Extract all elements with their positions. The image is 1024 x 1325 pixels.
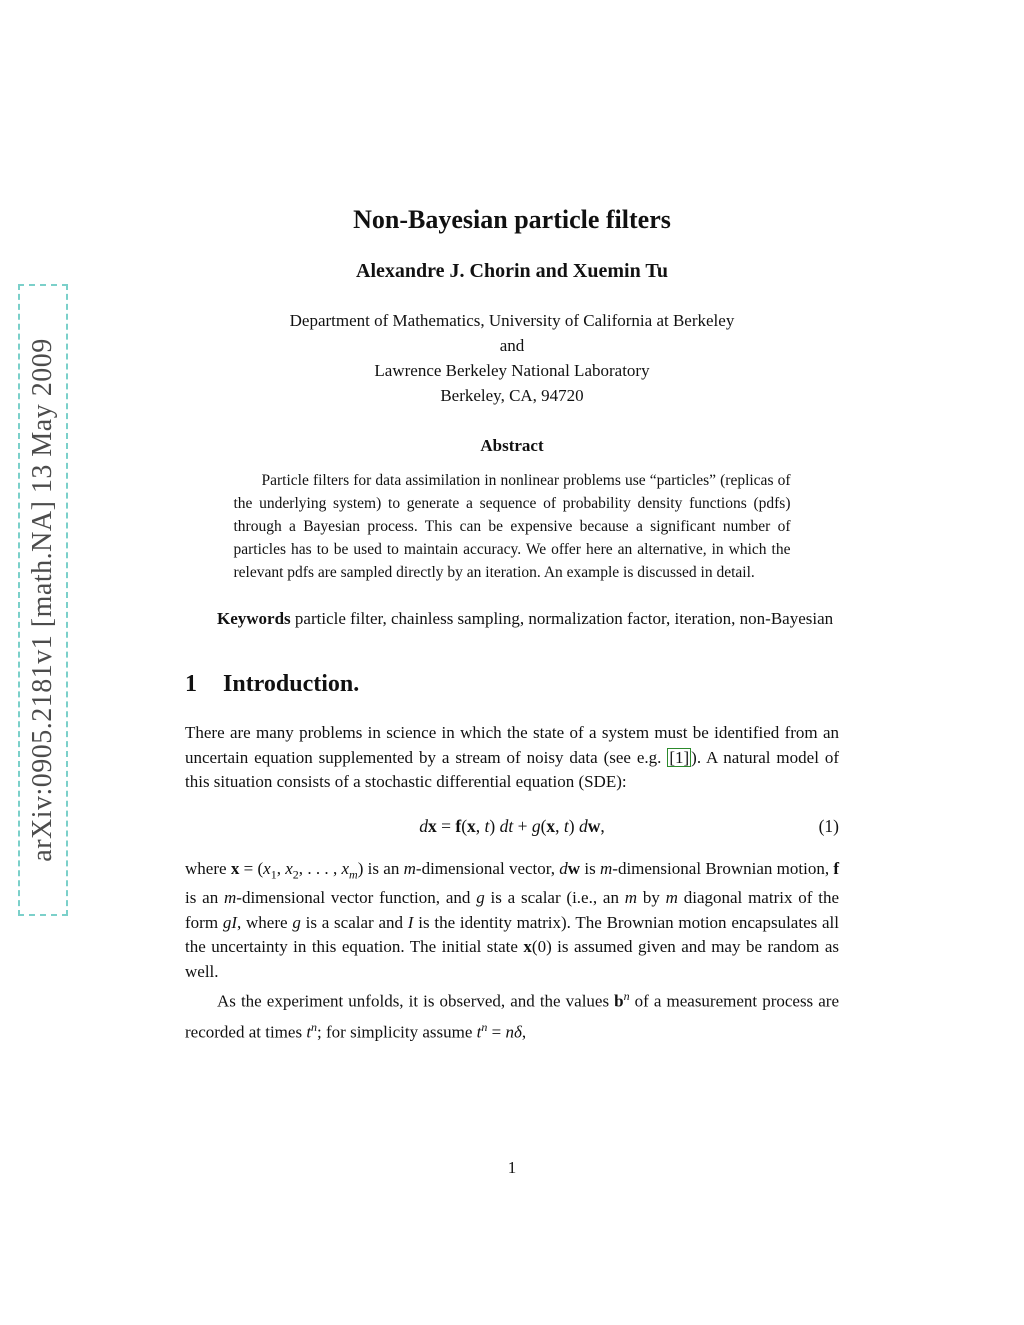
affiliation-line-3: Lawrence Berkeley National Laboratory <box>374 361 650 380</box>
section-1-title: Introduction. <box>223 671 360 697</box>
intro-paragraph-1: There are many problems in science in which the state of a system must be identified from an uncertain equation supplemented by a stream of noisy data (see e.g. [1] ). A natural model of this situation consists of a stochastic differential equation (SDE): <box>185 723 839 791</box>
paper-authors: Alexandre J. Chorin and Xuemin Tu <box>356 260 668 282</box>
abstract-heading: Abstract <box>480 436 544 455</box>
equation-1-body: dx = f(x, t) dt + g(x, t) dw, <box>419 815 605 836</box>
keywords-text: particle filter, chainless sampling, normalization factor, iteration, non-Bayesian <box>290 609 834 628</box>
intro-paragraph-3: As the experiment unfolds, it is observed, and the values $b^n$ of a measurement process are recorded at times $t^n$; for simplicity assume $t^n = n\delta$, <box>185 989 839 1042</box>
equation-1 <box>185 813 839 839</box>
paper-content <box>185 0 840 1177</box>
keywords-paragraph <box>185 606 839 631</box>
affiliation-line-1: Department of Mathematics, University of California at Berkeley <box>289 311 735 330</box>
page-number: 1 <box>507 1158 517 1177</box>
equation-1-number: (1) <box>818 815 839 836</box>
arxiv-watermark <box>18 284 68 916</box>
section-1-heading <box>185 671 839 698</box>
citation-1[interactable]: [1] <box>669 747 690 767</box>
section-1-number: 1 <box>185 671 197 697</box>
abstract-text: Particle filters for data assimilation in nonlinear problems use “particles” (replicas of the underlying system) to generate a sequence of probability density functions (pdfs) through a Bayesian process. This can be expensive because a significant number of particles has to be used to maintain accuracy. We offer here an alternative, in which the relevant pdfs are sampled directly by an iteration. An example is discussed in detail. <box>233 472 791 581</box>
affiliation-line-2: and <box>499 336 525 355</box>
affiliation-block <box>185 308 839 408</box>
intro-paragraph-2: where $x = (x_1$, $x_2$, . . . , $x_m$) is an m-dimensional vector, dw is m-dimensional Brownian motion, f is an m-dimensional vector function, and g is a scalar (i.e., an m by m diagonal matrix of the form gI, where g is a scalar and I is the identity matrix). The Brownian motion encapsulates all the uncertainty in this equation. The initial state x(0) is assumed given and may be random as well. <box>185 858 840 981</box>
paper-title: Non-Bayesian particle filters <box>353 205 671 234</box>
affiliation-line-4: Berkeley, CA, 94720 <box>440 386 584 405</box>
arxiv-watermark-text: arXiv:0905.2181v1 [math.NA] 13 May 2009 <box>27 338 58 862</box>
keywords-label: Keywords <box>217 609 291 628</box>
